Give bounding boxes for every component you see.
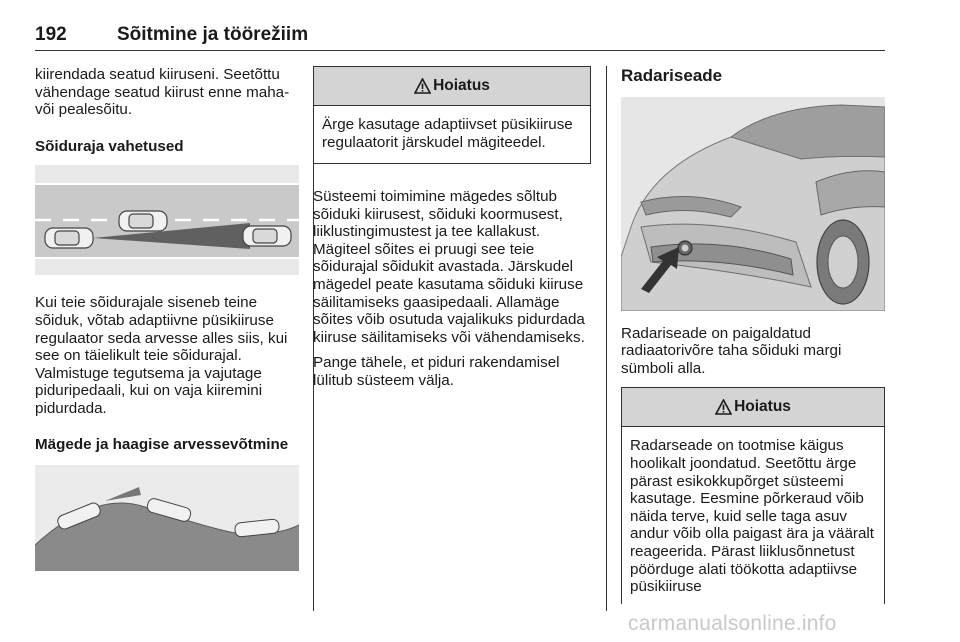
radar-paragraph: Radariseade on paigaldatud radiaatorivõre taha sõiduki margi sümboli alla. — [621, 324, 842, 377]
page-number: 192 — [35, 24, 67, 45]
warning-title: Hoiatus — [734, 398, 791, 416]
warning-text: Radarseade on tootmise käigus hoolikalt joondatud. Seetõttu ärge pärast esikokkupõrget süsteemi kasutage. Eesmine põrkeraud võib näida terve, kuid selle taga asuv andur võib olla paigast ära ja vääralt reageerida. Pärast liiklusõnnetust pöörduge alati töökotta adaptiivse püsikiiruse — [630, 437, 874, 596]
brake-paragraph: Pange tähele, et piduri rakendamisel lülitub süsteem välja. — [313, 354, 560, 389]
warning-triangle-icon — [414, 78, 431, 94]
lane-change-paragraph: Kui teie sõidurajale siseneb teine sõiduk, võtab adaptiivne püsikiiruse regulaator seda arvesse alles siis, kui see on täielikult teie sõidurajal. Valmistuge tegutsema ja vajutage piduripedaali, kui on vaja kiiremini pidurdada. — [35, 294, 288, 417]
car-icon — [119, 211, 167, 231]
lane-change-illustration — [35, 165, 299, 275]
column-middle — [313, 66, 591, 164]
hills-paragraph: Süsteemi toimimine mägedes sõltub sõiduki kiirusest, sõiduki koormusest, liiklustingimustest ja tee kallakust. Mägiteel sõites ei pruugi see teie sõidurajal sõidukit avastada. Järskudel mägedel peate kasutama sõiduki kiiruse säilitamiseks gaasipedaali. Allamäge sõites võib osutuda vajalikuks pidurdada kiiruse säilitamiseks või vähendamiseks. — [313, 188, 585, 346]
page-header — [35, 22, 885, 51]
car-icon — [243, 226, 291, 246]
warning-header — [622, 388, 884, 427]
column-middle-text — [313, 188, 591, 390]
radar-heading: Radariseade — [621, 66, 723, 85]
car-icon — [45, 228, 93, 248]
warning-box — [313, 66, 591, 164]
column-left — [35, 66, 299, 571]
warning-triangle-icon — [715, 399, 732, 415]
hills-heading: Mägede ja haagise arvessevõtmine — [35, 435, 289, 453]
warning-text: Ärge kasutage adaptiivset püsikiiruse regulaatorit järskudel mägiteedel. — [322, 116, 573, 151]
hills-illustration — [35, 465, 299, 571]
column-divider — [606, 66, 607, 611]
warning-header — [314, 67, 590, 106]
lane-change-heading: Sõiduraja vahetused — [35, 137, 184, 155]
page-title: Sõitmine ja töörežiim — [117, 24, 309, 45]
warning-title: Hoiatus — [433, 77, 490, 94]
watermark: carmanualsonline.info — [628, 612, 837, 635]
column-right — [621, 67, 885, 604]
radar-car-illustration — [621, 97, 885, 311]
warning-box — [621, 387, 885, 604]
intro-paragraph: kiirendada seatud kiiruseni. Seetõttu vähendage seatud kiirust enne maha- või pealesõitu. — [35, 66, 290, 119]
